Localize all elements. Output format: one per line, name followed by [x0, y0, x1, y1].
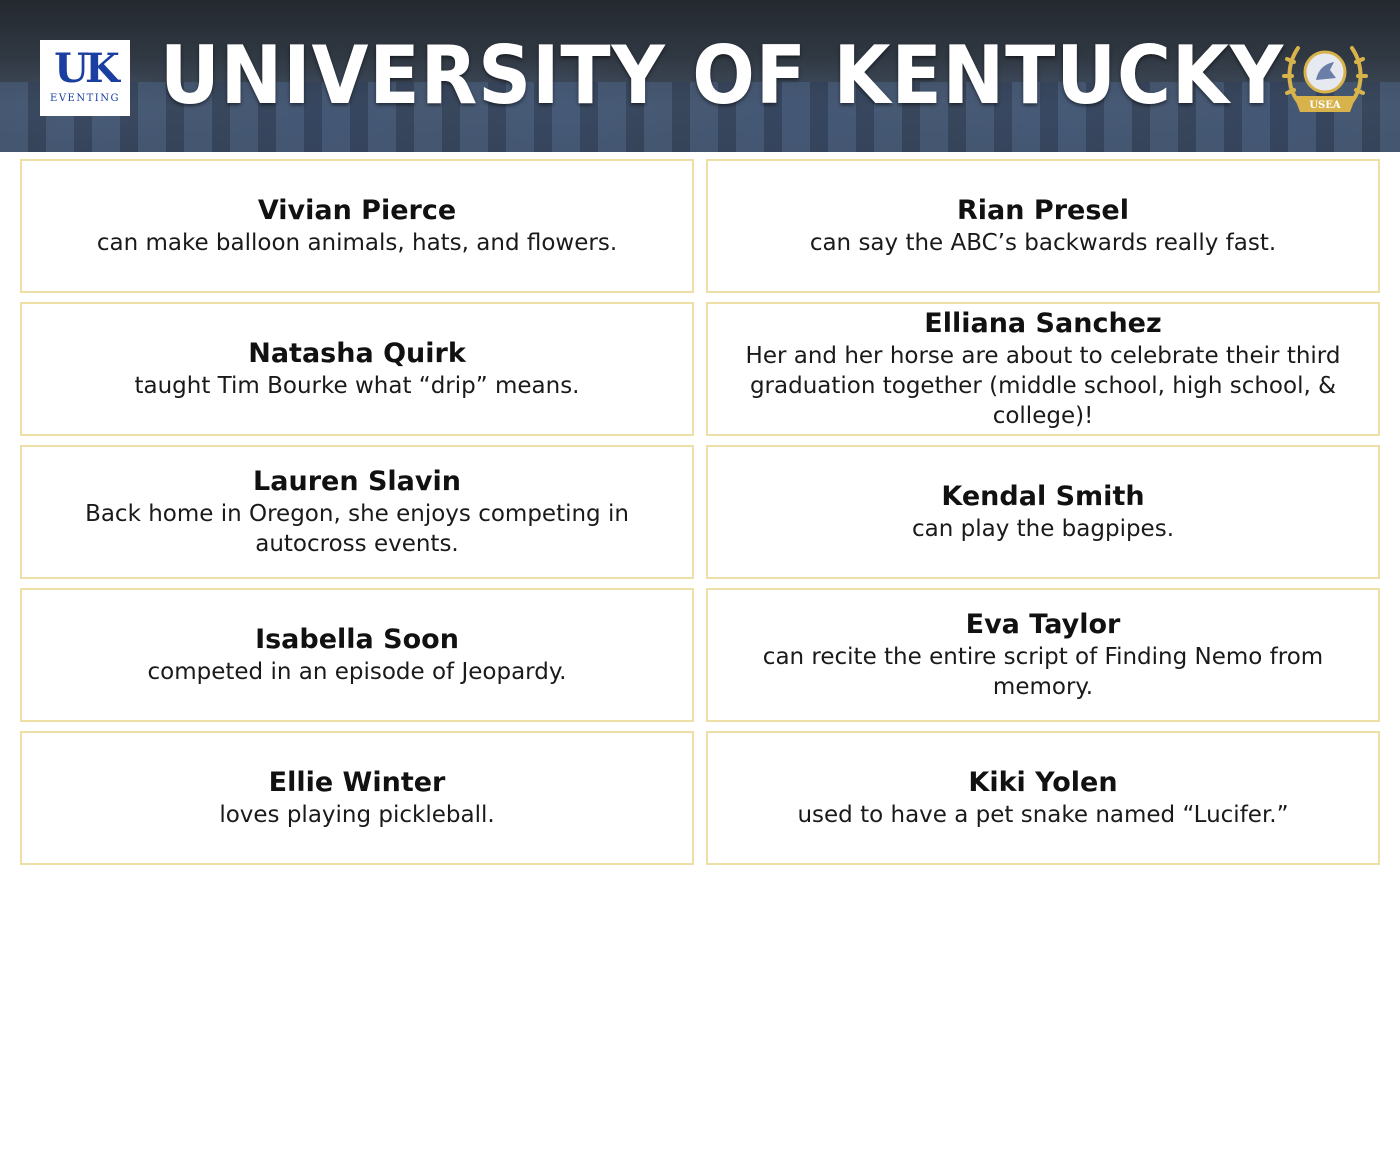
fact-card: [706, 445, 1380, 579]
fact-card: [20, 731, 694, 865]
rider-fact: Back home in Oregon, she enjoys competing in autocross events.: [85, 501, 629, 557]
fact-card: [706, 588, 1380, 722]
rider-name: Isabella Soon: [255, 624, 459, 655]
rider-fact: can recite the entire script of Finding Nemo from memory.: [762, 644, 1324, 700]
uk-logo-mark: UK: [54, 45, 116, 92]
rider-fact: loves playing pickleball.: [219, 802, 495, 828]
rider-fact: can say the ABC’s backwards really fast.: [809, 230, 1277, 256]
header-banner: [0, 0, 1400, 152]
rider-name: Vivian Pierce: [257, 195, 457, 226]
fact-card: [706, 731, 1380, 865]
rider-name: Ellie Winter: [268, 767, 446, 798]
fact-card: [706, 302, 1380, 436]
page-title: UNIVERSITY OF KENTUCKY: [160, 29, 1285, 122]
rider-fact: used to have a pet snake named “Lucifer.”: [797, 802, 1289, 828]
rider-fact: taught Tim Bourke what “drip” means.: [134, 373, 580, 399]
rider-name: Natasha Quirk: [248, 338, 466, 369]
fact-card: [20, 588, 694, 722]
fact-card: [20, 445, 694, 579]
rider-name: Lauren Slavin: [253, 466, 461, 497]
rider-fact: can make balloon animals, hats, and flowers.: [96, 230, 618, 256]
rider-name: Kendal Smith: [941, 481, 1145, 512]
rider-fact: competed in an episode of Jeopardy.: [147, 659, 567, 685]
fact-card: [706, 159, 1380, 293]
rider-name: Eva Taylor: [965, 609, 1121, 640]
rider-name: Elliana Sanchez: [924, 308, 1162, 339]
rider-name: Rian Presel: [957, 195, 1129, 226]
rider-fact: Her and her horse are about to celebrate their third graduation together (middle school, high school, & college)!: [745, 343, 1341, 429]
fact-card: [20, 159, 694, 293]
rider-fact: can play the bagpipes.: [911, 516, 1175, 542]
uk-eventing-logo: [40, 40, 130, 116]
rider-name: Kiki Yolen: [968, 767, 1118, 798]
usea-badge-icon: [1280, 36, 1370, 122]
usea-badge-label: USEA: [1309, 100, 1341, 111]
uk-logo-subtitle: EVENTING: [50, 93, 120, 104]
fun-facts-grid: [20, 159, 1380, 865]
fact-card: [20, 302, 694, 436]
